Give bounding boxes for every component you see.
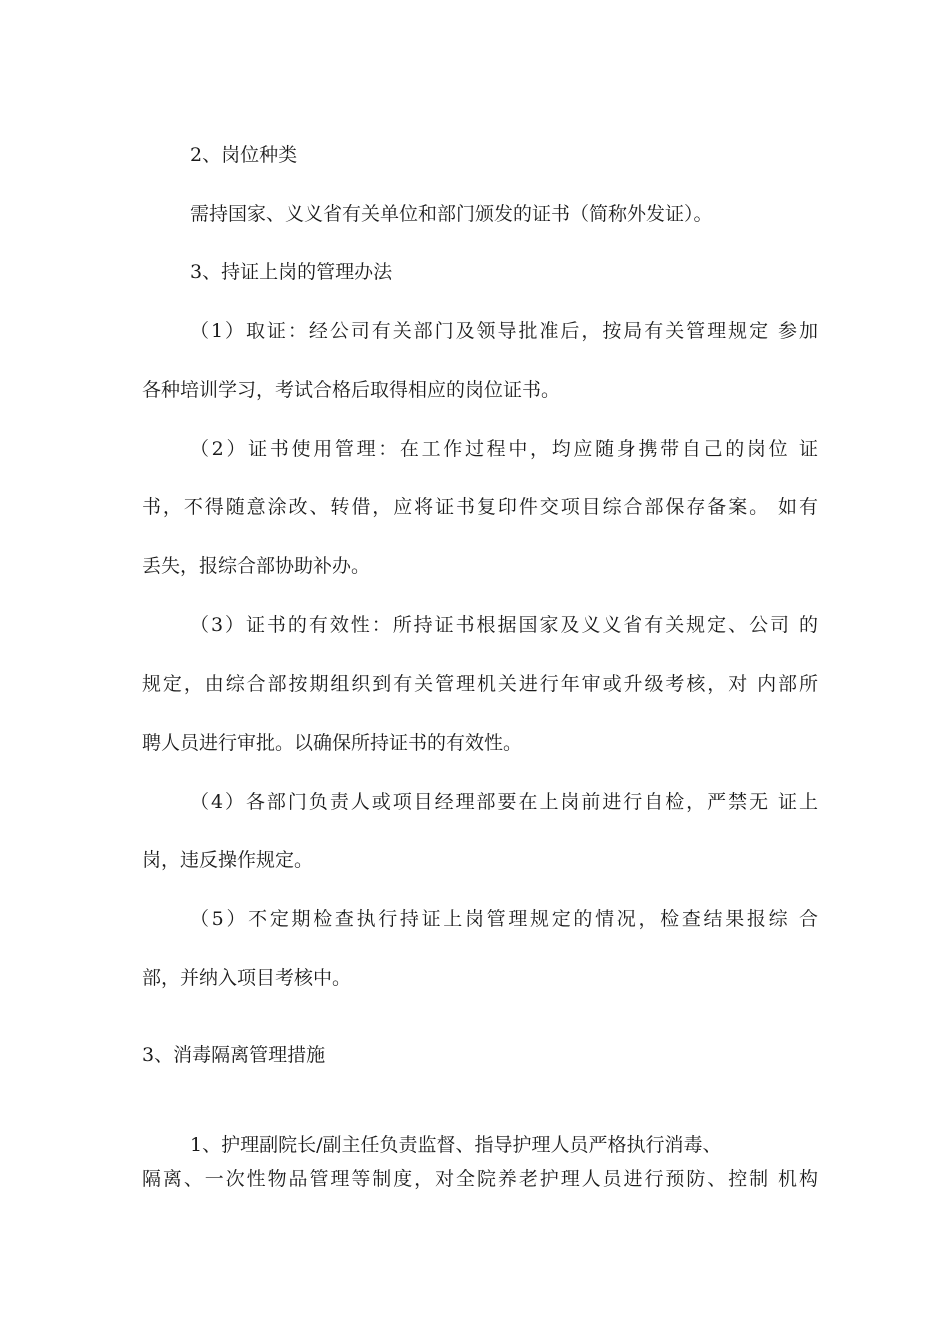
- section-heading-job-types: 2、岗位种类: [190, 144, 298, 166]
- paragraph-line: 部，并纳入项目考核中。: [142, 967, 352, 989]
- paragraph-line: （5）不定期检查执行持证上岗管理规定的情况，检查结果报综 合: [190, 908, 818, 930]
- paragraph-line: 岗，违反操作规定。: [142, 849, 314, 871]
- paragraph-line: 隔离、一次性物品管理等制度，对全院养老护理人员进行预防、控制 机构: [142, 1168, 818, 1190]
- paragraph-line: （4）各部门负责人或项目经理部要在上岗前进行自检，严禁无 证上: [190, 791, 818, 813]
- paragraph-line: （2）证书使用管理：在工作过程中，均应随身携带自己的岗位 证: [190, 438, 818, 460]
- paragraph-line: 聘人员进行审批。以确保所持证书的有效性。: [142, 732, 523, 754]
- section-heading-certification-management: 3、持证上岗的管理办法: [190, 261, 393, 283]
- paragraph-line: 各种培训学习，考试合格后取得相应的岗位证书。: [142, 379, 561, 401]
- paragraph-line: 需持国家、义义省有关单位和部门颁发的证书（简称外发证）。: [190, 203, 713, 225]
- paragraph-line: （1）取证：经公司有关部门及领导批准后，按局有关管理规定 参加: [190, 320, 818, 342]
- paragraph-line: 丢失，报综合部协助补办。: [142, 555, 371, 577]
- paragraph-line: 书，不得随意涂改、转借，应将证书复印件交项目综合部保存备案。 如有: [142, 496, 818, 518]
- paragraph-line: 规定，由综合部按期组织到有关管理机关进行年审或升级考核，对 内部所: [142, 673, 818, 695]
- section-heading-disinfection-isolation: 3、消毒隔离管理措施: [142, 1044, 326, 1066]
- paragraph-line: 1、护理副院长/副主任负责监督、指导护理人员严格执行消毒、: [190, 1134, 722, 1156]
- paragraph-line: （3）证书的有效性：所持证书根据国家及义义省有关规定、公司 的: [190, 614, 818, 636]
